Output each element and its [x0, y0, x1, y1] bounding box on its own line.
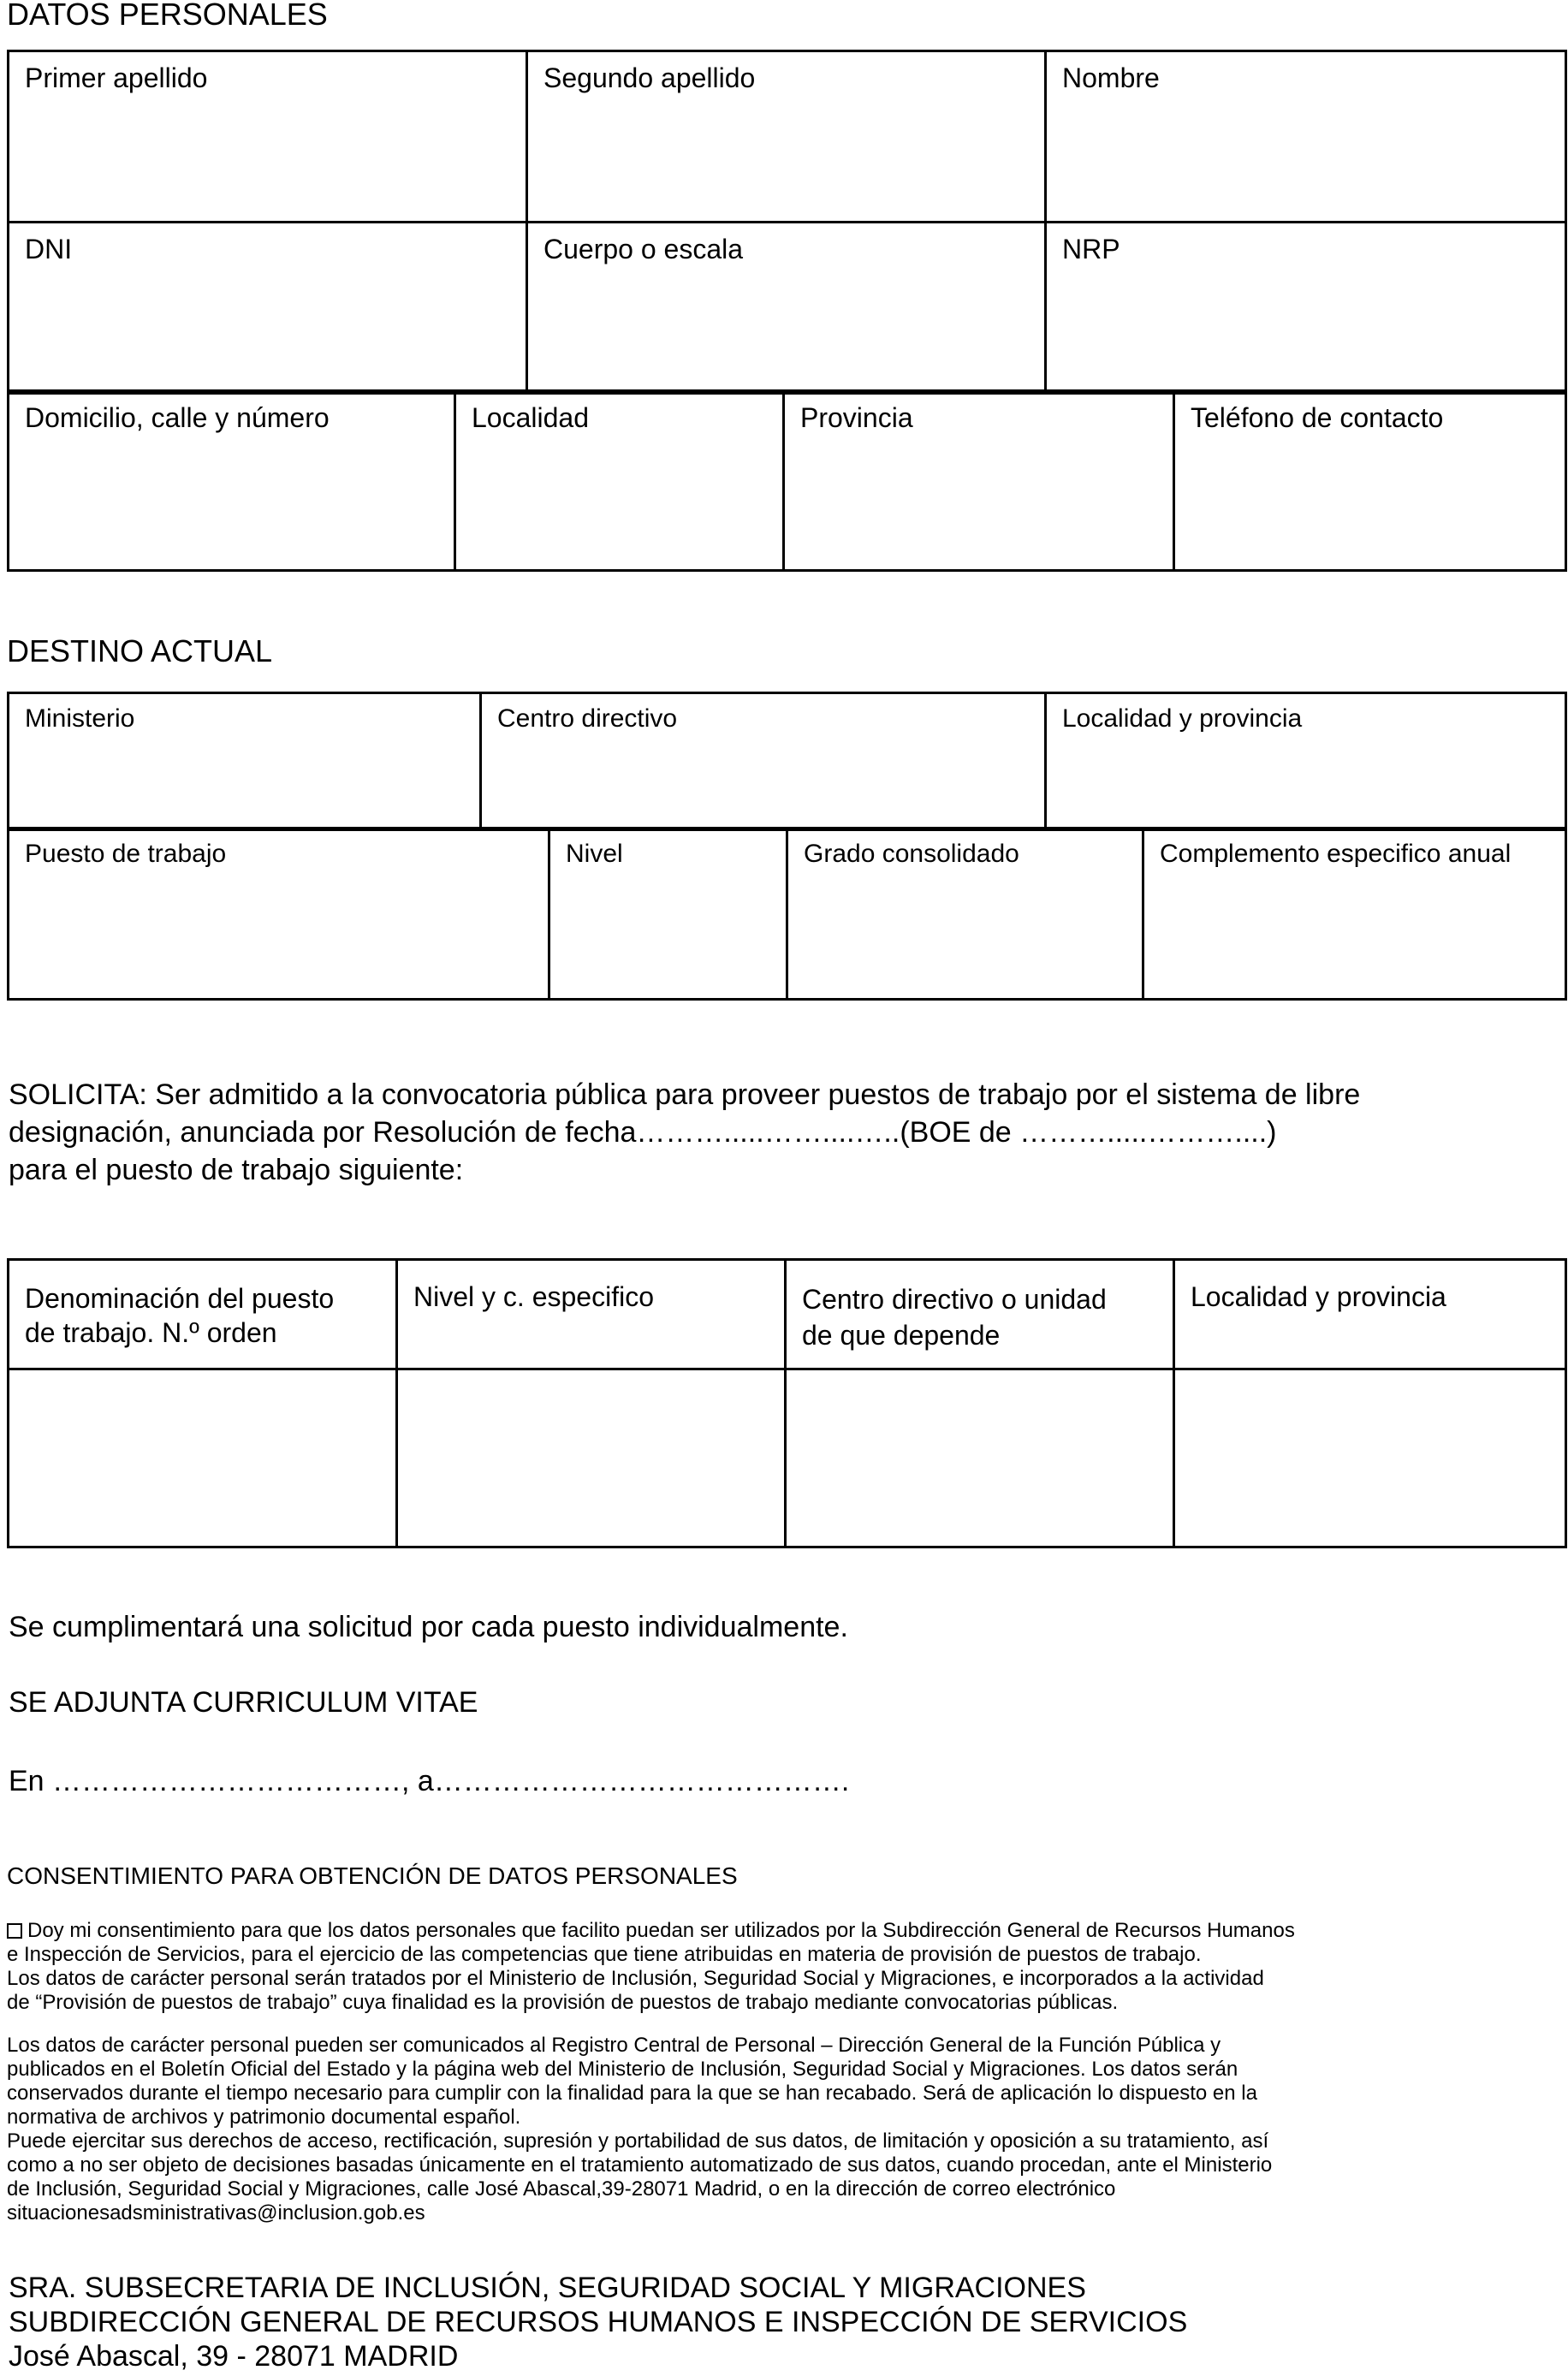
- data-text-line-8: situacionesadsministrativas@inclusion.gob.es: [7, 2201, 425, 2225]
- dni-field[interactable]: DNI: [9, 223, 527, 394]
- denominacion-header: [9, 1260, 397, 1369]
- grado-consolidado-field[interactable]: Grado consolidado: [787, 829, 1143, 1000]
- nivel-especifico-header: Nivel y c. especifico: [397, 1260, 786, 1369]
- centro-unidad-label-1: Centro directivo o unidad: [802, 1284, 1107, 1315]
- denominacion-label-2: de trabajo. N.º orden: [25, 1317, 277, 1348]
- data-text-line-3: conservados durante el tiempo necesario para cumplir con la finalidad para la que se han recabado. Será de aplicación lo dispuesto en la: [7, 2082, 1257, 2105]
- consent-text-line-2: e Inspección de Servicios, para el ejercicio de las competencias que tiene atribuidas en materia de provisión de puestos de trabajo.: [7, 1943, 1202, 1966]
- puesto-trabajo-field[interactable]: Puesto de trabajo: [9, 829, 549, 1000]
- data-text-line-5: Puede ejercitar sus derechos de acceso, rectificación, supresión y portabilidad de sus datos, de limitación y oposición a su tratamiento, así: [7, 2129, 1269, 2153]
- section-title-personal: DATOS PERSONALES: [7, 0, 328, 32]
- complemento-field[interactable]: Complemento especifico anual: [1143, 829, 1566, 1000]
- segundo-apellido-field[interactable]: Segundo apellido: [527, 51, 1046, 223]
- destino-table-row2: [7, 827, 1567, 1001]
- consent-text-line-4: de “Provisión de puestos de trabajo” cuya finalidad es la provisión de puestos de trabajo mediante convocatorias públicas.: [7, 1991, 1119, 2014]
- denominacion-field[interactable]: [9, 1369, 397, 1547]
- data-text-line-1: Los datos de carácter personal pueden ser comunicados al Registro Central de Personal – Dirección General de la Función Pública y: [7, 2034, 1221, 2057]
- centro-unidad-label-2: de que depende: [802, 1320, 1001, 1351]
- solicita-line-2: designación, anunciada por Resolución de fecha……….....……....…..(BOE de ……….....………....): [9, 1116, 1277, 1149]
- cuerpo-escala-field[interactable]: Cuerpo o escala: [527, 223, 1046, 394]
- nivel-especifico-field[interactable]: [397, 1369, 786, 1547]
- puesto-localidad-field[interactable]: [1174, 1369, 1566, 1547]
- denominacion-label-1: Denominación del puesto: [25, 1283, 335, 1314]
- localidad-provincia-field[interactable]: Localidad y provincia: [1046, 693, 1566, 830]
- section-title-destino: DESTINO ACTUAL: [7, 633, 273, 668]
- nrp-field[interactable]: NRP: [1046, 223, 1566, 394]
- localidad-header: Localidad y provincia: [1174, 1260, 1566, 1369]
- nombre-field[interactable]: Nombre: [1046, 51, 1566, 223]
- address-line-3: José Abascal, 39 - 28071 MADRID: [9, 2340, 459, 2373]
- personal-table-row1: [7, 50, 1567, 395]
- centro-unidad-field[interactable]: [786, 1369, 1174, 1547]
- consent-text-line-1: Doy mi consentimiento para que los datos personales que facilito puedan ser utilizados por la Subdirección General de Recursos Humanos: [27, 1919, 1295, 1942]
- consent-paragraph-2: [7, 2034, 1561, 2225]
- data-text-line-2: publicados en el Boletín Oficial del Estado y la página web del Ministerio de Inclusión, Seguridad Social y Migraciones. Los datos serán: [7, 2058, 1238, 2081]
- telefono-field[interactable]: Teléfono de contacto: [1174, 391, 1566, 571]
- consent-checkbox[interactable]: [7, 1923, 22, 1939]
- address-line-1: SRA. SUBSECRETARIA DE INCLUSIÓN, SEGURIDAD SOCIAL Y MIGRACIONES: [9, 2272, 1086, 2304]
- puesto-solicitado-table: [7, 1258, 1567, 1548]
- address-line-2: SUBDIRECCIÓN GENERAL DE RECURSOS HUMANOS E INSPECCIÓN DE SERVICIOS: [9, 2306, 1188, 2338]
- consent-paragraph-1: [7, 1919, 1561, 2015]
- data-text-line-6: como a no ser objeto de decisiones basadas únicamente en el tratamiento automatizado de sus datos, cuando procedan, ante el Ministerio: [7, 2153, 1273, 2177]
- localidad-field[interactable]: Localidad: [455, 391, 784, 571]
- solicita-line-1: SOLICITA: Ser admitido a la convocatoria pública para proveer puestos de trabajo por el sistema de libre: [9, 1078, 1361, 1111]
- primer-apellido-field[interactable]: Primer apellido: [9, 51, 527, 223]
- personal-table-row3: [7, 389, 1567, 572]
- data-text-line-4: normativa de archivos y patrimonio documental español.: [7, 2106, 521, 2129]
- consent-title: CONSENTIMIENTO PARA OBTENCIÓN DE DATOS PERSONALES: [7, 1862, 738, 1889]
- solicita-line-3: para el puesto de trabajo siguiente:: [9, 1154, 464, 1186]
- centro-directivo-field[interactable]: Centro directivo: [481, 693, 1046, 830]
- place-date-line[interactable]: En ………………………………, a…………………………………….: [9, 1765, 850, 1797]
- curriculum-note: SE ADJUNTA CURRICULUM VITAE: [9, 1686, 478, 1719]
- nivel-field[interactable]: Nivel: [549, 829, 787, 1000]
- single-request-note: Se cumplimentará una solicitud por cada puesto individualmente.: [9, 1611, 848, 1643]
- domicilio-field[interactable]: Domicilio, calle y número: [9, 391, 455, 571]
- destino-table-row1: [7, 692, 1567, 831]
- consent-text-line-3: Los datos de carácter personal serán tratados por el Ministerio de Inclusión, Seguridad Social y Migraciones, e incorporados a la actividad: [7, 1967, 1264, 1990]
- provincia-field[interactable]: Provincia: [784, 391, 1174, 571]
- ministerio-field[interactable]: Ministerio: [9, 693, 481, 830]
- centro-directivo-header: [786, 1260, 1174, 1369]
- data-text-line-7: de Inclusión, Seguridad Social y Migraciones, calle José Abascal,39-28071 Madrid, o en la dirección de correo electrónico: [7, 2177, 1116, 2201]
